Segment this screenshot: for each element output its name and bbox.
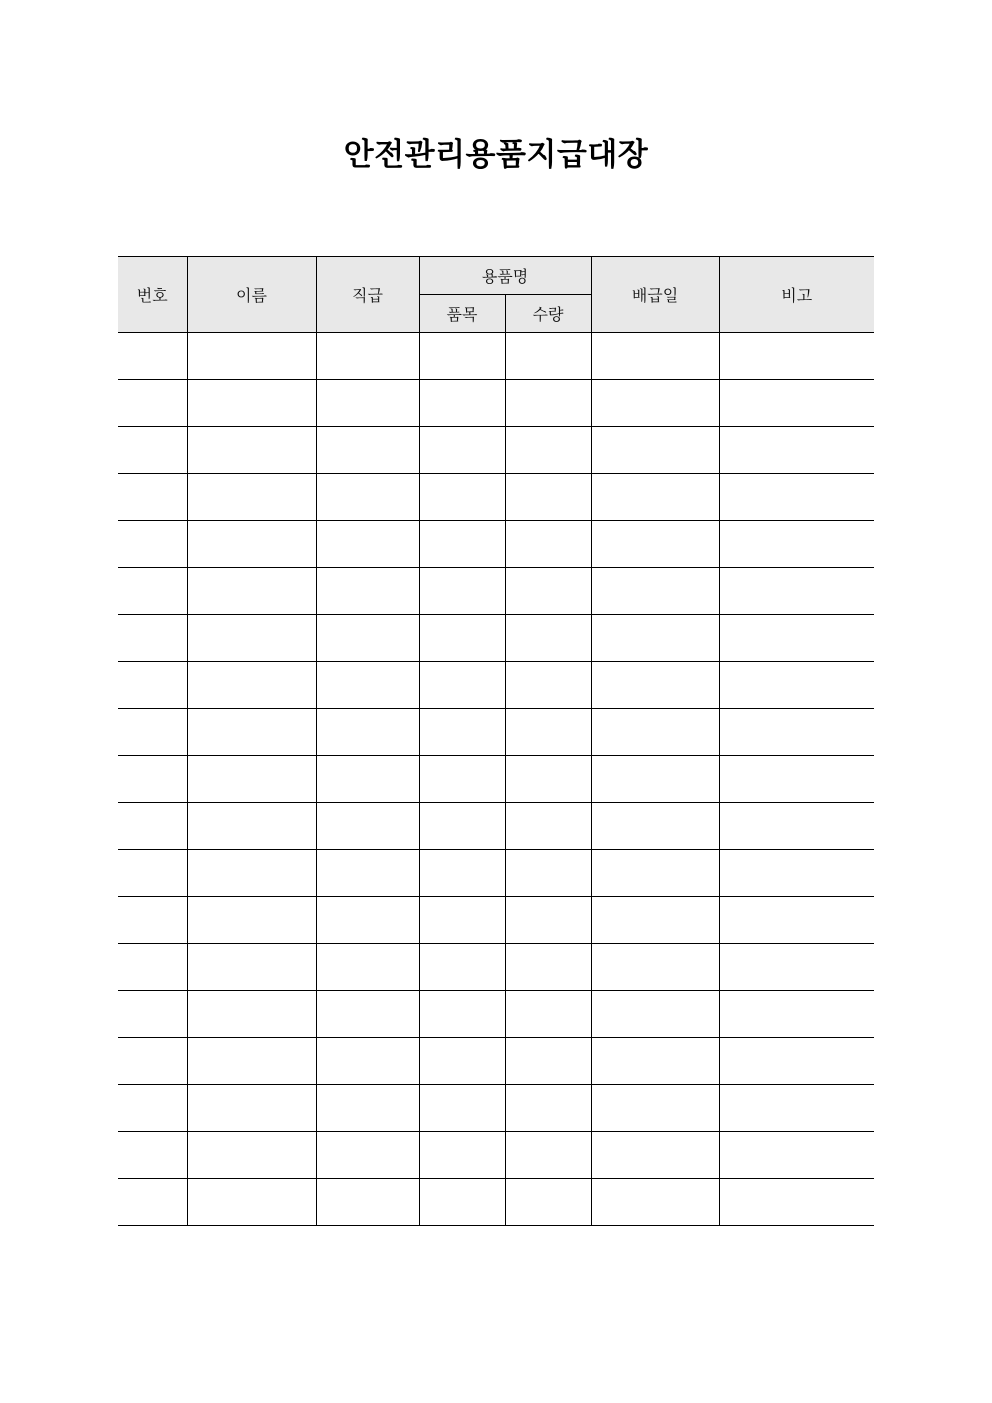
cell-name[interactable] <box>187 1038 316 1085</box>
issuance-ledger-table <box>118 256 874 1226</box>
header-note: 비고 <box>719 257 874 333</box>
cell-number[interactable] <box>118 1038 187 1085</box>
cell-position[interactable] <box>316 1038 419 1085</box>
cell-note[interactable] <box>719 380 874 427</box>
cell-position[interactable] <box>316 709 419 756</box>
cell-item[interactable] <box>419 380 505 427</box>
table-row <box>118 803 874 850</box>
cell-note[interactable] <box>719 521 874 568</box>
cell-number[interactable] <box>118 709 187 756</box>
cell-date[interactable] <box>591 568 719 615</box>
table-row <box>118 709 874 756</box>
cell-item[interactable] <box>419 1132 505 1179</box>
cell-date[interactable] <box>591 756 719 803</box>
cell-quantity[interactable] <box>505 991 591 1038</box>
cell-position[interactable] <box>316 380 419 427</box>
cell-date[interactable] <box>591 333 719 380</box>
cell-number[interactable] <box>118 944 187 991</box>
cell-item[interactable] <box>419 1085 505 1132</box>
cell-position[interactable] <box>316 897 419 944</box>
table-row <box>118 897 874 944</box>
cell-number[interactable] <box>118 615 187 662</box>
cell-quantity[interactable] <box>505 662 591 709</box>
table-row <box>118 333 874 380</box>
cell-quantity[interactable] <box>505 615 591 662</box>
cell-position[interactable] <box>316 333 419 380</box>
cell-item[interactable] <box>419 521 505 568</box>
cell-name[interactable] <box>187 1179 316 1226</box>
header-number: 번호 <box>118 257 187 333</box>
cell-number[interactable] <box>118 333 187 380</box>
cell-number[interactable] <box>118 474 187 521</box>
cell-date[interactable] <box>591 427 719 474</box>
cell-note[interactable] <box>719 427 874 474</box>
cell-number[interactable] <box>118 897 187 944</box>
cell-item[interactable] <box>419 333 505 380</box>
header-date: 배급일 <box>591 257 719 333</box>
table-row <box>118 1038 874 1085</box>
cell-item[interactable] <box>419 568 505 615</box>
cell-number[interactable] <box>118 803 187 850</box>
cell-item[interactable] <box>419 709 505 756</box>
cell-item[interactable] <box>419 897 505 944</box>
cell-name[interactable] <box>187 803 316 850</box>
cell-date[interactable] <box>591 1038 719 1085</box>
cell-note[interactable] <box>719 709 874 756</box>
cell-note[interactable] <box>719 1132 874 1179</box>
cell-number[interactable] <box>118 568 187 615</box>
cell-note[interactable] <box>719 897 874 944</box>
table-header <box>118 257 874 333</box>
cell-position[interactable] <box>316 1085 419 1132</box>
cell-date[interactable] <box>591 803 719 850</box>
cell-position[interactable] <box>316 427 419 474</box>
cell-item[interactable] <box>419 756 505 803</box>
cell-quantity[interactable] <box>505 803 591 850</box>
cell-note[interactable] <box>719 991 874 1038</box>
cell-item[interactable] <box>419 427 505 474</box>
cell-quantity[interactable] <box>505 756 591 803</box>
cell-date[interactable] <box>591 521 719 568</box>
cell-name[interactable] <box>187 333 316 380</box>
cell-number[interactable] <box>118 380 187 427</box>
table-row <box>118 991 874 1038</box>
cell-note[interactable] <box>719 662 874 709</box>
cell-date[interactable] <box>591 1085 719 1132</box>
cell-name[interactable] <box>187 474 316 521</box>
cell-item[interactable] <box>419 991 505 1038</box>
cell-quantity[interactable] <box>505 427 591 474</box>
table-row <box>118 756 874 803</box>
cell-number[interactable] <box>118 1179 187 1226</box>
cell-position[interactable] <box>316 991 419 1038</box>
cell-date[interactable] <box>591 474 719 521</box>
cell-position[interactable] <box>316 803 419 850</box>
cell-date[interactable] <box>591 709 719 756</box>
cell-item[interactable] <box>419 474 505 521</box>
table-row <box>118 944 874 991</box>
table-row <box>118 521 874 568</box>
table-row <box>118 474 874 521</box>
cell-quantity[interactable] <box>505 333 591 380</box>
cell-quantity[interactable] <box>505 380 591 427</box>
table-row <box>118 1085 874 1132</box>
cell-name[interactable] <box>187 568 316 615</box>
cell-name[interactable] <box>187 709 316 756</box>
cell-date[interactable] <box>591 380 719 427</box>
cell-note[interactable] <box>719 333 874 380</box>
cell-number[interactable] <box>118 662 187 709</box>
cell-number[interactable] <box>118 427 187 474</box>
cell-quantity[interactable] <box>505 709 591 756</box>
cell-date[interactable] <box>591 662 719 709</box>
cell-date[interactable] <box>591 615 719 662</box>
cell-item[interactable] <box>419 662 505 709</box>
cell-name[interactable] <box>187 521 316 568</box>
cell-position[interactable] <box>316 662 419 709</box>
cell-item[interactable] <box>419 850 505 897</box>
cell-date[interactable] <box>591 897 719 944</box>
cell-note[interactable] <box>719 568 874 615</box>
cell-quantity[interactable] <box>505 1132 591 1179</box>
cell-number[interactable] <box>118 850 187 897</box>
cell-name[interactable] <box>187 944 316 991</box>
cell-date[interactable] <box>591 1132 719 1179</box>
header-item-group: 용품명 <box>419 257 591 295</box>
cell-note[interactable] <box>719 615 874 662</box>
cell-note[interactable] <box>719 803 874 850</box>
cell-name[interactable] <box>187 427 316 474</box>
cell-name[interactable] <box>187 615 316 662</box>
table-row <box>118 427 874 474</box>
cell-quantity[interactable] <box>505 1038 591 1085</box>
cell-quantity[interactable] <box>505 850 591 897</box>
cell-item[interactable] <box>419 615 505 662</box>
header-quantity: 수량 <box>505 295 591 333</box>
cell-position[interactable] <box>316 474 419 521</box>
table-row <box>118 1179 874 1226</box>
cell-position[interactable] <box>316 615 419 662</box>
cell-name[interactable] <box>187 850 316 897</box>
cell-position[interactable] <box>316 1132 419 1179</box>
cell-name[interactable] <box>187 1132 316 1179</box>
cell-note[interactable] <box>719 944 874 991</box>
cell-quantity[interactable] <box>505 897 591 944</box>
table-row <box>118 1132 874 1179</box>
cell-quantity[interactable] <box>505 474 591 521</box>
cell-note[interactable] <box>719 850 874 897</box>
cell-name[interactable] <box>187 897 316 944</box>
cell-position[interactable] <box>316 521 419 568</box>
cell-note[interactable] <box>719 1179 874 1226</box>
cell-note[interactable] <box>719 1085 874 1132</box>
cell-position[interactable] <box>316 944 419 991</box>
cell-quantity[interactable] <box>505 1179 591 1226</box>
cell-name[interactable] <box>187 1085 316 1132</box>
cell-quantity[interactable] <box>505 944 591 991</box>
cell-date[interactable] <box>591 991 719 1038</box>
cell-number[interactable] <box>118 1085 187 1132</box>
table-row <box>118 850 874 897</box>
cell-number[interactable] <box>118 1132 187 1179</box>
cell-quantity[interactable] <box>505 521 591 568</box>
page-title: 안전관리용품지급대장 <box>343 137 649 173</box>
cell-position[interactable] <box>316 568 419 615</box>
cell-item[interactable] <box>419 803 505 850</box>
cell-note[interactable] <box>719 474 874 521</box>
cell-quantity[interactable] <box>505 568 591 615</box>
table-row <box>118 615 874 662</box>
cell-date[interactable] <box>591 1179 719 1226</box>
cell-quantity[interactable] <box>505 1085 591 1132</box>
header-item: 품목 <box>419 295 505 333</box>
header-position: 직급 <box>316 257 419 333</box>
table-row <box>118 380 874 427</box>
cell-number[interactable] <box>118 521 187 568</box>
table-row <box>118 662 874 709</box>
cell-item[interactable] <box>419 1179 505 1226</box>
cell-name[interactable] <box>187 380 316 427</box>
cell-item[interactable] <box>419 1038 505 1085</box>
table-row <box>118 568 874 615</box>
cell-date[interactable] <box>591 850 719 897</box>
cell-number[interactable] <box>118 991 187 1038</box>
cell-position[interactable] <box>316 850 419 897</box>
cell-name[interactable] <box>187 756 316 803</box>
cell-note[interactable] <box>719 1038 874 1085</box>
cell-name[interactable] <box>187 991 316 1038</box>
cell-position[interactable] <box>316 756 419 803</box>
cell-item[interactable] <box>419 944 505 991</box>
cell-position[interactable] <box>316 1179 419 1226</box>
header-name: 이름 <box>187 257 316 333</box>
cell-name[interactable] <box>187 662 316 709</box>
table-body <box>118 333 874 1226</box>
cell-note[interactable] <box>719 756 874 803</box>
cell-number[interactable] <box>118 756 187 803</box>
cell-date[interactable] <box>591 944 719 991</box>
